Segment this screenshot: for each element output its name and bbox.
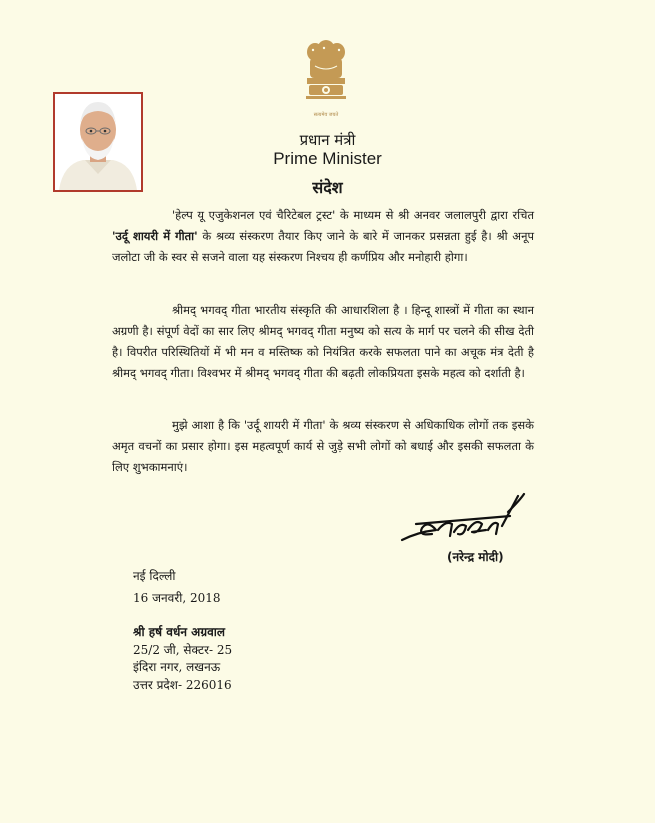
letterhead-title-english: Prime Minister [273, 149, 382, 168]
addressee-name: श्री हर्ष वर्धन अग्रवाल [133, 625, 226, 639]
book-title: 'उर्दू शायरी में गीता' [112, 229, 198, 243]
addressee-line-3: उत्तर प्रदेश- 226016 [133, 678, 232, 692]
letter-place: नई दिल्ली [133, 569, 176, 583]
p1-text-a: 'हेल्प यू एजुकेशनल एवं चैरिटेबल ट्रस्ट' के माध्यम से श्री अनवर जलालपुरी द्वारा रचित [172, 208, 534, 222]
addressee-line-1: 25/2 जी, सेक्टर- 25 [133, 643, 233, 657]
letterhead-title-hindi: प्रधान मंत्री [299, 131, 356, 149]
state-emblem-icon [301, 38, 351, 118]
message-heading: संदेश [312, 178, 343, 197]
body-paragraph-3: मुझे आशा है कि 'उर्दू शायरी में गीता' के श्रव्य संस्करण से अधिकाधिक लोगों तक इसके अमृत वचनों का प्रसार होगा। इस महत्वपूर्ण कार्य से जुड़े सभी लोगों को बधाई और इसकी सफलता के लिए शुभकामनाएं। [112, 418, 534, 474]
body-paragraph-1 [112, 205, 534, 268]
p1-text-c: के श्रव्य संस्करण तैयार किए जाने के बारे में जानकर प्रसन्नता हुई है। श्री अनूप जलोटा जी के स्वर से सजने वाला यह संस्करण निश्चय ही कर्णप्रिय और मनोहारी होगा। [112, 229, 534, 264]
addressee-line-2: इंदिरा नगर, लखनऊ [133, 660, 221, 674]
handwritten-signature-icon [398, 490, 528, 548]
signatory-name: (नरेन्द्र मोदी) [447, 550, 504, 564]
letter-date: 16 जनवरी, 2018 [133, 591, 221, 605]
emblem-motto: सत्यमेव जयते [313, 112, 339, 118]
body-paragraph-2: श्रीमद् भगवद् गीता भारतीय संस्कृति की आधारशिला है । हिन्दू शास्त्रों में गीता का स्थान अग्रणी है। संपूर्ण वेदों का सार लिए श्रीमद् भगवद् गीता मनुष्य को सत्य के मार्ग पर चलने की सीख देती है। विपरीत परिस्थितियों में भी मन व मस्तिष्क को नियंत्रित करके सफलता पाने का अचूक मंत्र देती है श्रीमद् भगवद् गीता। विश्वभर में श्रीमद् भगवद् गीता की बढ़ती लोकप्रियता इसके महत्व को दर्शाती है। [112, 303, 534, 380]
